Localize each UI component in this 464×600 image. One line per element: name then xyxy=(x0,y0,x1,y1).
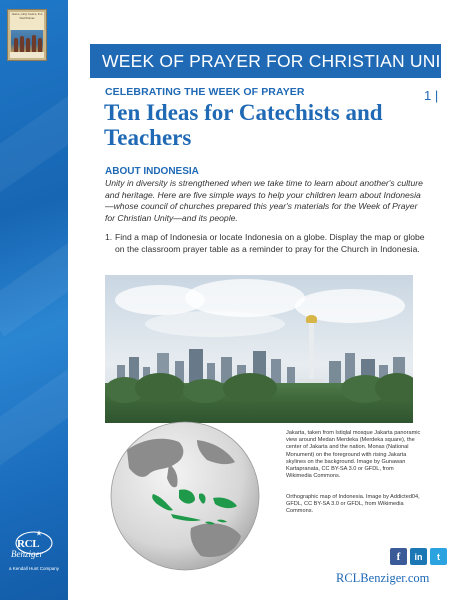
idea-item xyxy=(105,232,425,255)
week-of-prayer-poster xyxy=(7,9,47,61)
poster-title: Justice, Only Justice, You Shall Pursue xyxy=(11,12,43,20)
logo-rcl: RCL xyxy=(17,538,40,550)
section-heading: ABOUT INDONESIA xyxy=(105,166,199,177)
sidebar xyxy=(0,0,68,600)
website-link[interactable]: RCLBenziger.com xyxy=(336,571,430,585)
kicker: CELEBRATING THE WEEK OF PRAYER xyxy=(105,86,305,98)
logo-benziger: Benziger xyxy=(11,549,43,559)
facebook-icon[interactable]: f xyxy=(390,548,407,565)
page-number: 1 | xyxy=(424,88,439,103)
linkedin-icon[interactable]: in xyxy=(410,548,427,565)
idea-text: Find a map of Indonesia or locate Indonesia on a globe. Display the map or globe on the classroom prayer table as a reminder to pray for the Church in Indonesia. xyxy=(115,232,425,254)
page-title: Ten Ideas for Catechists and Teachers xyxy=(104,100,383,150)
intro-paragraph: Unity in diversity is strengthened when we take time to learn about another's culture and heritage. Here are five simple ways to help your children learn about Indonesia—whose council of churches prepared this year's materials for the Week of Prayer for Christian Unity—and its people. xyxy=(105,178,423,223)
photo-caption: Jakarta, taken from Istiqlal mosque Jakarta panoramic view around Medan Merdeka (Merdeka square), the center of Jakarta and the nation. Monas (National Monument) on the foreground with rising Jakarta skylines on the background. Image by Gunawan Kartapranata, CC BY-SA 3.0 or GFDL, from Wikimedia Commons. xyxy=(286,430,421,480)
globe-caption: Orthographic map of Indonesia. Image by Addicted04, GFDL, CC BY-SA 3.0 or GFDL, from Wikimedia Commons. xyxy=(286,494,420,515)
sidebar-texture xyxy=(0,363,68,476)
monas-monument xyxy=(309,319,314,387)
twitter-icon[interactable]: t xyxy=(430,548,447,565)
sidebar-texture xyxy=(0,223,68,336)
sidebar-texture xyxy=(0,83,68,196)
idea-number: 1. xyxy=(105,232,113,242)
page-banner: WEEK OF PRAYER FOR CHRISTIAN UNITY xyxy=(90,44,441,78)
indonesia-globe-map xyxy=(109,420,261,572)
company-line: a Kendall Hunt Company xyxy=(8,566,60,571)
jakarta-photo xyxy=(105,275,413,423)
